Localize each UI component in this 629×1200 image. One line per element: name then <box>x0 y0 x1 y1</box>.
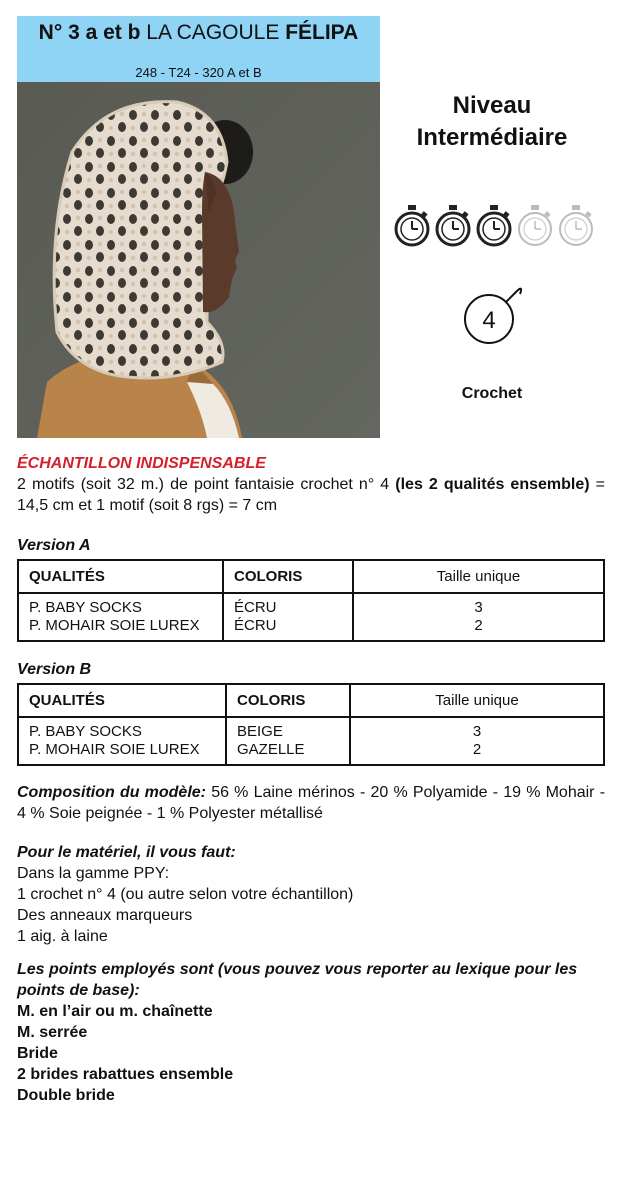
composition-text: 56 % Laine mérinos - 20 % Polyamide - 19 % Mohair - 4 % Soie peignée - 1 % Polyester métallisé <box>17 784 606 822</box>
gauge-heading: ÉCHANTILLON INDISPENSABLE <box>17 455 266 472</box>
list-item: 1 crochet n° 4 (ou autre selon votre échantillon) <box>17 886 354 903</box>
difficulty-level <box>392 90 592 154</box>
crochet-hook-icon <box>462 284 524 346</box>
stopwatch-icon <box>392 203 432 249</box>
col-taille: Taille unique <box>353 560 604 593</box>
coloris-cell: BEIGE GAZELLE <box>226 717 350 765</box>
stitches-heading: Les points employés sont (vous pouvez vous reporter au lexique pour les points de base): <box>17 961 578 999</box>
tool-label: Crochet <box>461 385 523 402</box>
col-qualites: QUALITÉS <box>18 684 226 717</box>
pattern-name-bold: FÉLIPA <box>285 21 359 44</box>
level-line2: Intermédiaire <box>416 124 568 151</box>
list-item: M. serrée <box>17 1024 88 1041</box>
col-coloris: COLORIS <box>226 684 350 717</box>
stopwatch-icon <box>474 203 514 249</box>
stopwatch-icon <box>433 203 473 249</box>
pattern-number: N° 3 a et b <box>38 21 141 44</box>
version-b-table <box>17 683 605 766</box>
version-a-heading: Version A <box>17 537 91 554</box>
pattern-title <box>17 20 380 46</box>
model-photo <box>17 82 380 438</box>
list-item: Dans la gamme PPY: <box>17 865 170 882</box>
list-item: 1 aig. à laine <box>17 928 108 945</box>
difficulty-rating <box>392 203 597 249</box>
hook-size: 4 <box>482 307 496 334</box>
coloris-cell: ÉCRU ÉCRU <box>223 593 353 641</box>
list-item: 2 brides rabattues ensemble <box>17 1066 234 1083</box>
gauge-text: 2 motifs (soit 32 m.) de point fantaisie crochet n° 4 (les 2 qualités ensemble) = 14,5 cm et 1 motif (soit 8 rgs) = 7 cm <box>17 476 605 514</box>
table-row <box>18 717 604 765</box>
list-item: Bride <box>17 1045 58 1062</box>
list-item: M. en l’air ou m. chaînette <box>17 1003 213 1020</box>
col-coloris: COLORIS <box>223 560 353 593</box>
quantity-cell: 3 2 <box>350 717 604 765</box>
pattern-reference: 248 - T24 - 320 A et B <box>135 65 262 80</box>
quantity-cell: 3 2 <box>353 593 604 641</box>
list-item: Double bride <box>17 1087 115 1104</box>
version-a-table <box>17 559 605 642</box>
table-header-row <box>18 684 604 717</box>
qualites-cell: P. BABY SOCKS P. MOHAIR SOIE LUREX <box>18 593 223 641</box>
composition <box>17 782 605 824</box>
qualites-cell: P. BABY SOCKS P. MOHAIR SOIE LUREX <box>18 717 226 765</box>
version-b-heading: Version B <box>17 661 92 678</box>
stopwatch-outline-icon <box>515 203 555 249</box>
pattern-name: LA CAGOULE <box>146 21 280 44</box>
level-line1: Niveau <box>452 92 532 119</box>
composition-label: Composition du modèle: <box>17 784 207 801</box>
title-banner <box>17 16 380 82</box>
list-item: Des anneaux marqueurs <box>17 907 193 924</box>
pattern-content <box>17 453 605 1106</box>
table-header-row <box>18 560 604 593</box>
materials-heading: Pour le matériel, il vous faut: <box>17 844 236 861</box>
col-taille: Taille unique <box>350 684 604 717</box>
table-row <box>18 593 604 641</box>
col-qualites: QUALITÉS <box>18 560 223 593</box>
stopwatch-outline-icon <box>556 203 596 249</box>
